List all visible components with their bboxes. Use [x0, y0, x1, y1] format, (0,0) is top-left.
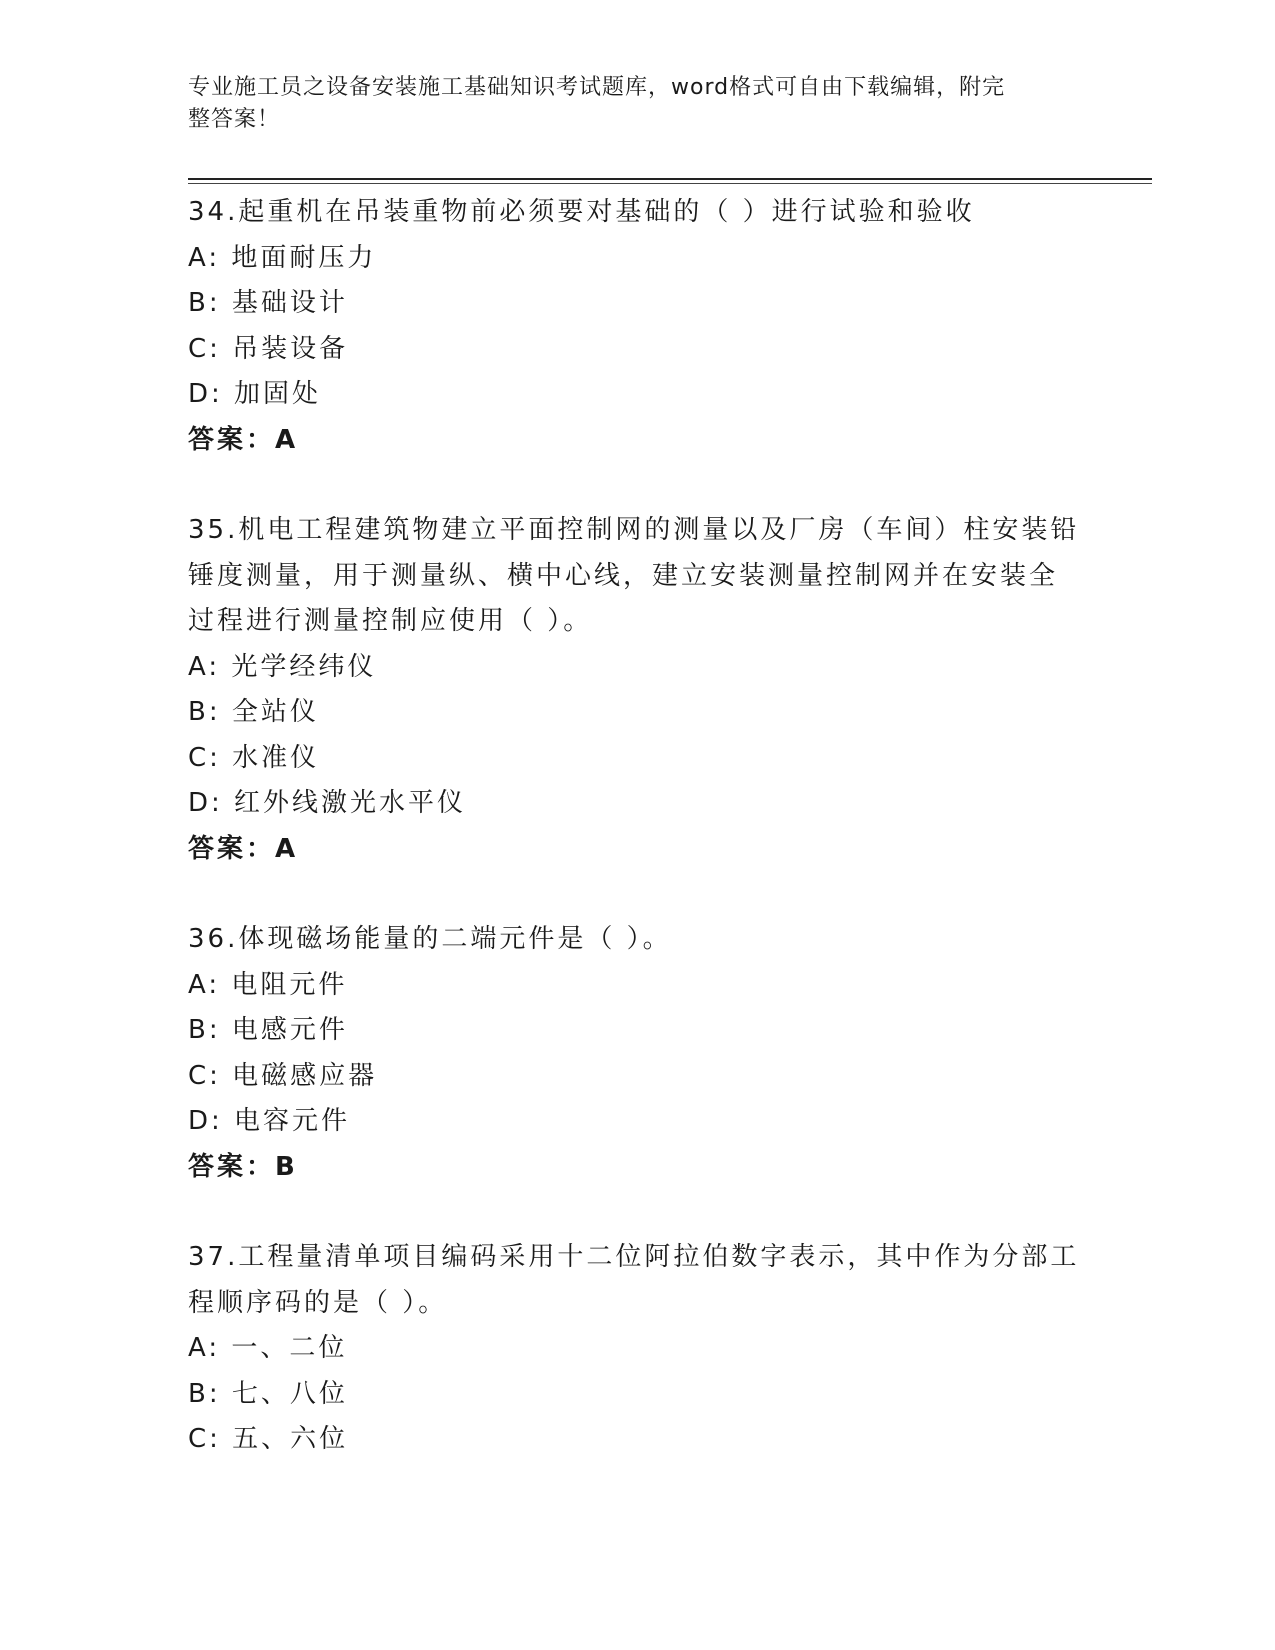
header-line-2: 整答案！: [188, 107, 281, 132]
option-d: D: 电容元件: [188, 1106, 351, 1136]
question-text: 36.体现磁场能量的二端元件是（ ）。: [188, 924, 672, 954]
option-d: D: 红外线激光水平仪: [188, 788, 467, 818]
spacer: [188, 1190, 1088, 1235]
option-a: A: 光学经纬仪: [188, 651, 377, 682]
option-c: C: 电磁感应器: [188, 1060, 378, 1091]
option-a: A: 一、二位: [188, 1333, 348, 1363]
question-list: [188, 190, 1088, 1463]
question-34: [188, 190, 1088, 463]
answer: 答案：A: [188, 424, 299, 455]
question-36: [188, 917, 1088, 1190]
question-text-line-2: 程顺序码的是（ ）。: [188, 1287, 448, 1318]
option-d: D: 加固处: [188, 379, 322, 409]
option-b: B: 七、八位: [188, 1378, 348, 1409]
question-text-line-1: 37.工程量清单项目编码采用十二位阿拉伯数字表示，其中作为分部工: [188, 1242, 1080, 1272]
question-35: [188, 508, 1088, 872]
option-b: B: 电感元件: [188, 1015, 348, 1045]
option-c: C: 五、六位: [188, 1424, 349, 1454]
spacer: [188, 872, 1088, 917]
header-rule-thick: [188, 178, 1152, 180]
option-b: B: 全站仪: [188, 697, 319, 727]
header-rule-thin: [188, 183, 1152, 184]
option-c: C: 水准仪: [188, 742, 320, 773]
option-a: A: 电阻元件: [188, 969, 348, 1000]
answer: 答案：B: [188, 1151, 298, 1182]
question-text: 34.起重机在吊装重物前必须要对基础的（ ）进行试验和验收: [188, 197, 975, 227]
answer: 答案：A: [188, 833, 299, 864]
spacer: [188, 463, 1088, 508]
question-text-line-3: 过程进行测量控制应使用（ ）。: [188, 606, 593, 636]
header-line-1: 专业施工员之设备安装施工基础知识考试题库，word格式可自由下载编辑，附完: [188, 75, 1006, 100]
question-37: [188, 1235, 1088, 1463]
question-text-line-1: 35.机电工程建筑物建立平面控制网的测量以及厂房（车间）柱安装铅: [188, 515, 1080, 545]
option-b: B: 基础设计: [188, 288, 348, 318]
document-header: [188, 72, 1068, 136]
option-c: C: 吊装设备: [188, 333, 349, 364]
question-text-line-2: 锤度测量，用于测量纵、横中心线，建立安装测量控制网并在安装全: [188, 560, 1059, 591]
option-a: A: 地面耐压力: [188, 242, 377, 273]
